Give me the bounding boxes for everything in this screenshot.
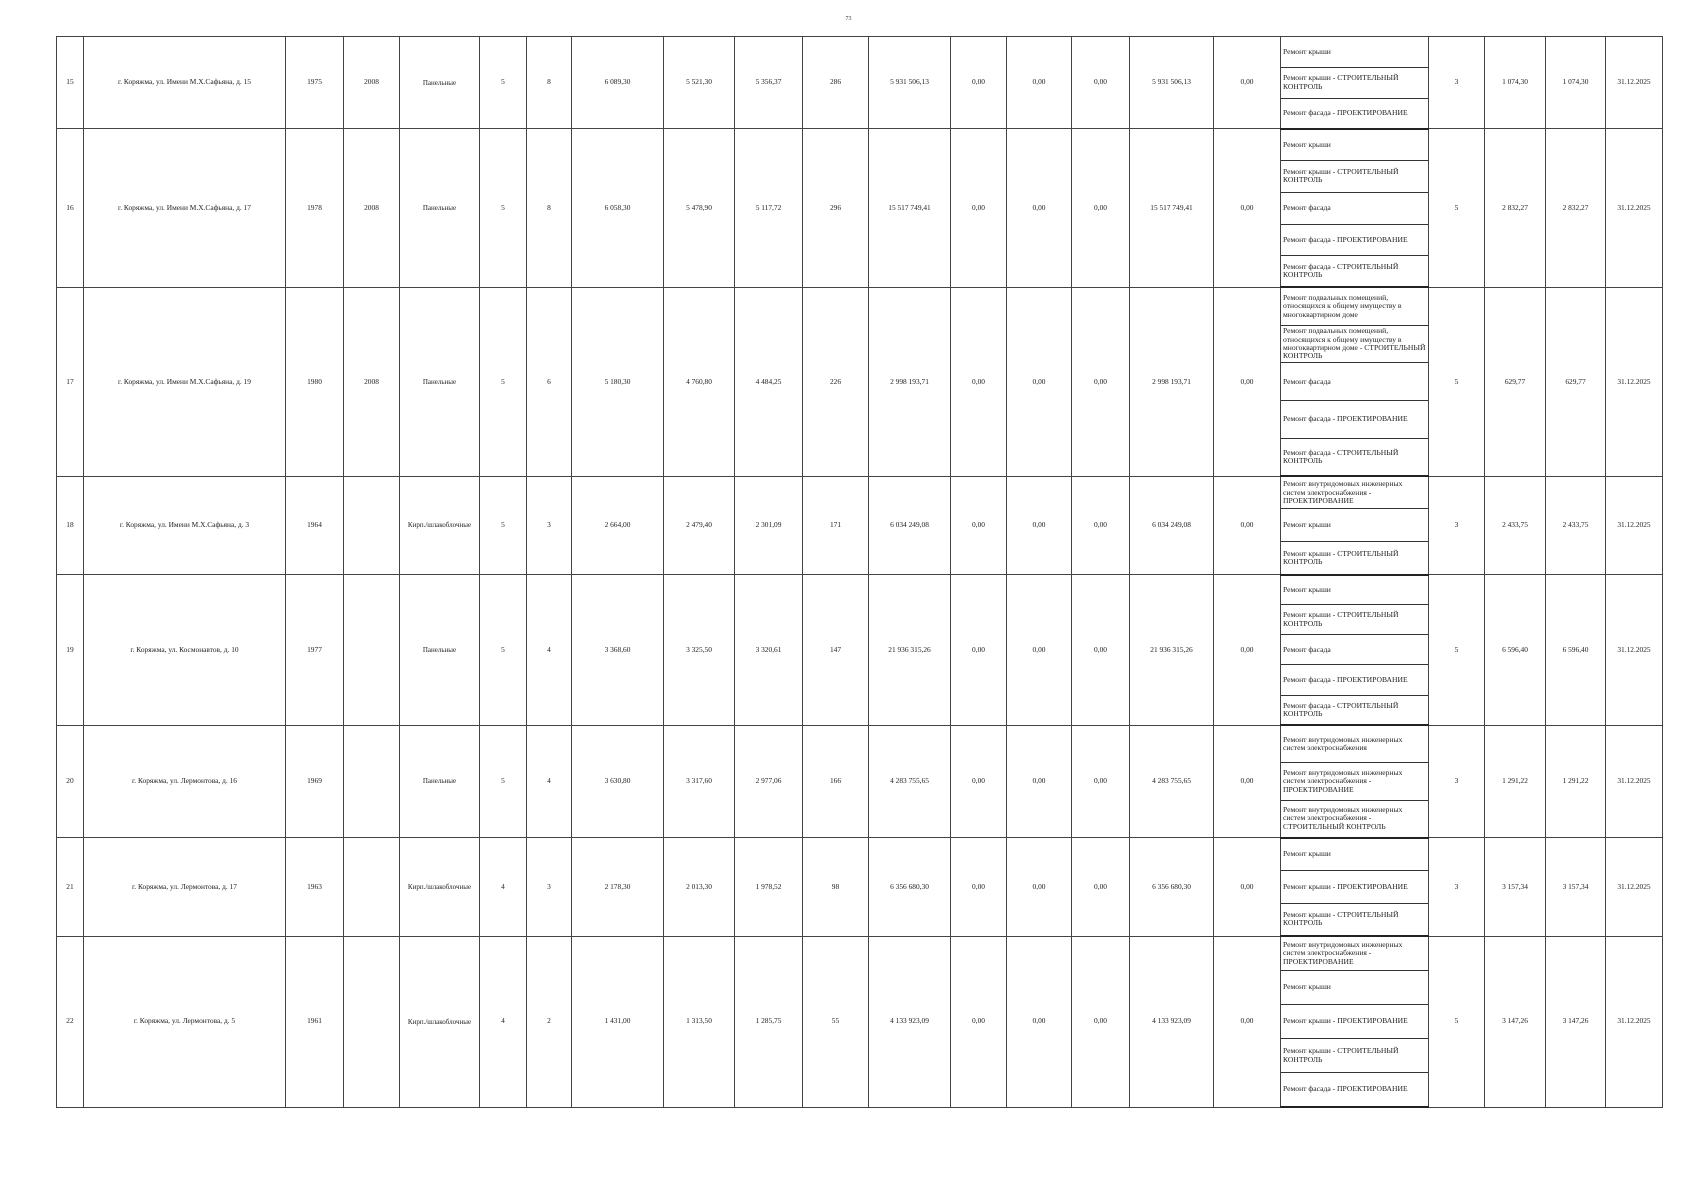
max-unit-cost-cell: 1 074,30 [1546,37,1606,129]
living-area-cell: 5 478,90 [664,129,735,288]
row-number: 21 [57,838,84,936]
address-cell: г. Коряжма, ул. Лермонтова, д. 17 [84,838,286,936]
year-renovation-cell [344,936,400,1107]
year-renovation-cell: 2008 [344,129,400,288]
address-cell: г. Коряжма, ул. Лермонтова, д. 5 [84,936,286,1107]
address-cell: г. Коряжма, ул. Лермонтова, д. 16 [84,725,286,837]
total-cost-cell: 6 356 680,30 [869,838,951,936]
owner-funds-cell: 2 998 193,71 [1130,287,1214,476]
row-number: 22 [57,936,84,1107]
year-renovation-cell [344,725,400,837]
owned-area-cell: 3 320,61 [735,575,803,726]
stage-cell: 5 [1429,936,1485,1107]
total-cost-cell: 4 133 923,09 [869,936,951,1107]
work-type-cell: Ремонт крыши [1281,575,1429,605]
other-funds-cell: 0,00 [1214,129,1281,288]
deadline-cell: 31.12.2025 [1606,575,1663,726]
work-type-cell: Ремонт подвальных помещений, относящихся к общему имуществу в многоквартирном доме [1281,287,1429,325]
work-type-cell: Ремонт крыши [1281,509,1429,542]
regional-funds-cell: 0,00 [1007,936,1072,1107]
row-number: 17 [57,287,84,476]
max-unit-cost-cell: 2 832,27 [1546,129,1606,288]
stage-cell: 3 [1429,476,1485,574]
wall-material-cell: Кирп./шлакоблочные [400,838,480,936]
work-type-cell: Ремонт внутридомовых инженерных систем электроснабжения - ПРОЕКТИРОВАНИЕ [1281,936,1429,970]
year-built-cell: 1969 [286,725,344,837]
table-row [57,725,1663,762]
work-type-cell: Ремонт крыши - СТРОИТЕЛЬНЫЙ КОНТРОЛЬ [1281,605,1429,635]
deadline-cell: 31.12.2025 [1606,476,1663,574]
stage-cell: 3 [1429,725,1485,837]
living-area-cell: 5 521,30 [664,37,735,129]
max-unit-cost-cell: 6 596,40 [1546,575,1606,726]
work-type-cell: Ремонт фасада [1281,363,1429,401]
unit-cost-cell: 629,77 [1485,287,1546,476]
work-type-cell: Ремонт фасада - ПРОЕКТИРОВАНИЕ [1281,401,1429,439]
wall-material-cell: Панельные [400,37,480,129]
work-type-cell: Ремонт крыши - ПРОЕКТИРОВАНИЕ [1281,1004,1429,1038]
owner-funds-cell: 6 034 249,08 [1130,476,1214,574]
municipal-funds-cell: 0,00 [1072,838,1130,936]
living-area-cell: 3 317,60 [664,725,735,837]
wall-material-cell: Панельные [400,575,480,726]
federal-funds-cell: 0,00 [951,725,1007,837]
work-type-cell: Ремонт крыши - СТРОИТЕЛЬНЫЙ КОНТРОЛЬ [1281,903,1429,936]
municipal-funds-cell: 0,00 [1072,287,1130,476]
federal-funds-cell: 0,00 [951,476,1007,574]
federal-funds-cell: 0,00 [951,129,1007,288]
owned-area-cell: 5 356,37 [735,37,803,129]
unit-cost-cell: 3 157,34 [1485,838,1546,936]
living-area-cell: 4 760,80 [664,287,735,476]
work-type-cell: Ремонт внутридомовых инженерных систем электроснабжения [1281,725,1429,762]
floors-cell: 5 [480,725,527,837]
entrances-cell: 6 [527,287,572,476]
residents-cell: 98 [803,838,869,936]
unit-cost-cell: 2 832,27 [1485,129,1546,288]
regional-funds-cell: 0,00 [1007,575,1072,726]
deadline-cell: 31.12.2025 [1606,287,1663,476]
other-funds-cell: 0,00 [1214,287,1281,476]
living-area-cell: 2 479,40 [664,476,735,574]
owned-area-cell: 1 285,75 [735,936,803,1107]
work-type-cell: Ремонт крыши - СТРОИТЕЛЬНЫЙ КОНТРОЛЬ [1281,1038,1429,1072]
work-type-cell: Ремонт крыши - СТРОИТЕЛЬНЫЙ КОНТРОЛЬ [1281,542,1429,575]
owned-area-cell: 5 117,72 [735,129,803,288]
address-cell: г. Коряжма, ул. Имени М.Х.Сафьяна, д. 3 [84,476,286,574]
total-cost-cell: 5 931 506,13 [869,37,951,129]
table-row [57,129,1663,161]
table-body [57,37,1663,1108]
federal-funds-cell: 0,00 [951,575,1007,726]
max-unit-cost-cell: 1 291,22 [1546,725,1606,837]
regional-funds-cell: 0,00 [1007,838,1072,936]
address-cell: г. Коряжма, ул. Имени М.Х.Сафьяна, д. 17 [84,129,286,288]
floors-cell: 4 [480,936,527,1107]
total-area-cell: 6 058,30 [572,129,664,288]
stage-cell: 5 [1429,129,1485,288]
max-unit-cost-cell: 3 147,26 [1546,936,1606,1107]
stage-cell: 5 [1429,575,1485,726]
row-number: 19 [57,575,84,726]
total-cost-cell: 15 517 749,41 [869,129,951,288]
residents-cell: 286 [803,37,869,129]
table-row [57,936,1663,970]
federal-funds-cell: 0,00 [951,838,1007,936]
living-area-cell: 1 313,50 [664,936,735,1107]
owned-area-cell: 2 977,06 [735,725,803,837]
entrances-cell: 2 [527,936,572,1107]
wall-material-cell: Панельные [400,725,480,837]
municipal-funds-cell: 0,00 [1072,936,1130,1107]
municipal-funds-cell: 0,00 [1072,129,1130,288]
work-type-cell: Ремонт внутридомовых инженерных систем электроснабжения - ПРОЕКТИРОВАНИЕ [1281,476,1429,509]
federal-funds-cell: 0,00 [951,936,1007,1107]
other-funds-cell: 0,00 [1214,37,1281,129]
other-funds-cell: 0,00 [1214,725,1281,837]
other-funds-cell: 0,00 [1214,936,1281,1107]
owner-funds-cell: 4 133 923,09 [1130,936,1214,1107]
year-renovation-cell [344,575,400,726]
row-number: 18 [57,476,84,574]
work-type-cell: Ремонт подвальных помещений, относящихся к общему имуществу в многоквартирном доме - СТРОИТЕЛЬНЫЙ КОНТРОЛЬ [1281,325,1429,363]
max-unit-cost-cell: 629,77 [1546,287,1606,476]
municipal-funds-cell: 0,00 [1072,725,1130,837]
owner-funds-cell: 6 356 680,30 [1130,838,1214,936]
total-cost-cell: 4 283 755,65 [869,725,951,837]
stage-cell: 3 [1429,37,1485,129]
owned-area-cell: 2 301,09 [735,476,803,574]
stage-cell: 5 [1429,287,1485,476]
table-row [57,838,1663,871]
owner-funds-cell: 15 517 749,41 [1130,129,1214,288]
entrances-cell: 8 [527,37,572,129]
total-area-cell: 6 089,30 [572,37,664,129]
year-renovation-cell [344,476,400,574]
work-type-cell: Ремонт крыши [1281,129,1429,161]
regional-funds-cell: 0,00 [1007,725,1072,837]
regional-funds-cell: 0,00 [1007,129,1072,288]
unit-cost-cell: 6 596,40 [1485,575,1546,726]
owned-area-cell: 4 484,25 [735,287,803,476]
address-cell: г. Коряжма, ул. Имени М.Х.Сафьяна, д. 19 [84,287,286,476]
work-type-cell: Ремонт фасада - ПРОЕКТИРОВАНИЕ [1281,224,1429,256]
work-type-cell: Ремонт фасада - СТРОИТЕЛЬНЫЙ КОНТРОЛЬ [1281,256,1429,288]
floors-cell: 5 [480,287,527,476]
owned-area-cell: 1 978,52 [735,838,803,936]
municipal-funds-cell: 0,00 [1072,575,1130,726]
table-row [57,575,1663,605]
work-type-cell: Ремонт фасада - ПРОЕКТИРОВАНИЕ [1281,98,1429,129]
wall-material-cell: Панельные [400,129,480,288]
year-built-cell: 1978 [286,129,344,288]
row-number: 20 [57,725,84,837]
federal-funds-cell: 0,00 [951,287,1007,476]
work-type-cell: Ремонт крыши [1281,37,1429,68]
year-built-cell: 1961 [286,936,344,1107]
total-area-cell: 2 178,30 [572,838,664,936]
total-area-cell: 2 664,00 [572,476,664,574]
residents-cell: 226 [803,287,869,476]
deadline-cell: 31.12.2025 [1606,129,1663,288]
other-funds-cell: 0,00 [1214,575,1281,726]
floors-cell: 5 [480,476,527,574]
owner-funds-cell: 4 283 755,65 [1130,725,1214,837]
table-row [57,287,1663,325]
repair-program-table [56,36,1663,1108]
federal-funds-cell: 0,00 [951,37,1007,129]
regional-funds-cell: 0,00 [1007,287,1072,476]
year-built-cell: 1980 [286,287,344,476]
total-area-cell: 3 368,60 [572,575,664,726]
deadline-cell: 31.12.2025 [1606,37,1663,129]
unit-cost-cell: 3 147,26 [1485,936,1546,1107]
work-type-cell: Ремонт фасада - ПРОЕКТИРОВАНИЕ [1281,1073,1429,1107]
residents-cell: 296 [803,129,869,288]
living-area-cell: 2 013,30 [664,838,735,936]
year-renovation-cell: 2008 [344,287,400,476]
other-funds-cell: 0,00 [1214,838,1281,936]
deadline-cell: 31.12.2025 [1606,936,1663,1107]
year-built-cell: 1963 [286,838,344,936]
living-area-cell: 3 325,50 [664,575,735,726]
owner-funds-cell: 5 931 506,13 [1130,37,1214,129]
work-type-cell: Ремонт крыши - ПРОЕКТИРОВАНИЕ [1281,870,1429,903]
floors-cell: 5 [480,575,527,726]
floors-cell: 5 [480,37,527,129]
address-cell: г. Коряжма, ул. Космонавтов, д. 10 [84,575,286,726]
row-number: 16 [57,129,84,288]
unit-cost-cell: 1 074,30 [1485,37,1546,129]
entrances-cell: 4 [527,575,572,726]
stage-cell: 3 [1429,838,1485,936]
entrances-cell: 4 [527,725,572,837]
unit-cost-cell: 2 433,75 [1485,476,1546,574]
municipal-funds-cell: 0,00 [1072,37,1130,129]
year-built-cell: 1975 [286,37,344,129]
wall-material-cell: Кирп./шлакоблочные [400,476,480,574]
other-funds-cell: 0,00 [1214,476,1281,574]
year-built-cell: 1964 [286,476,344,574]
table-row [57,37,1663,68]
floors-cell: 4 [480,838,527,936]
wall-material-cell: Панельные [400,287,480,476]
work-type-cell: Ремонт фасада - СТРОИТЕЛЬНЫЙ КОНТРОЛЬ [1281,438,1429,476]
work-type-cell: Ремонт внутридомовых инженерных систем электроснабжения - СТРОИТЕЛЬНЫЙ КОНТРОЛЬ [1281,800,1429,837]
max-unit-cost-cell: 3 157,34 [1546,838,1606,936]
work-type-cell: Ремонт фасада [1281,192,1429,224]
floors-cell: 5 [480,129,527,288]
entrances-cell: 3 [527,476,572,574]
wall-material-cell: Кирп./шлакоблочные [400,936,480,1107]
residents-cell: 166 [803,725,869,837]
max-unit-cost-cell: 2 433,75 [1546,476,1606,574]
owner-funds-cell: 21 936 315,26 [1130,575,1214,726]
deadline-cell: 31.12.2025 [1606,725,1663,837]
year-built-cell: 1977 [286,575,344,726]
total-cost-cell: 6 034 249,08 [869,476,951,574]
deadline-cell: 31.12.2025 [1606,838,1663,936]
total-area-cell: 5 180,30 [572,287,664,476]
work-type-cell: Ремонт фасада [1281,635,1429,665]
page-number: 73 [845,16,852,22]
total-area-cell: 1 431,00 [572,936,664,1107]
total-cost-cell: 2 998 193,71 [869,287,951,476]
total-cost-cell: 21 936 315,26 [869,575,951,726]
entrances-cell: 3 [527,838,572,936]
entrances-cell: 8 [527,129,572,288]
residents-cell: 171 [803,476,869,574]
work-type-cell: Ремонт фасада - СТРОИТЕЛЬНЫЙ КОНТРОЛЬ [1281,695,1429,725]
municipal-funds-cell: 0,00 [1072,476,1130,574]
year-renovation-cell: 2008 [344,37,400,129]
year-renovation-cell [344,838,400,936]
work-type-cell: Ремонт фасада - ПРОЕКТИРОВАНИЕ [1281,665,1429,695]
row-number: 15 [57,37,84,129]
total-area-cell: 3 630,80 [572,725,664,837]
work-type-cell: Ремонт внутридомовых инженерных систем электроснабжения - ПРОЕКТИРОВАНИЕ [1281,763,1429,800]
work-type-cell: Ремонт крыши [1281,970,1429,1004]
unit-cost-cell: 1 291,22 [1485,725,1546,837]
work-type-cell: Ремонт крыши - СТРОИТЕЛЬНЫЙ КОНТРОЛЬ [1281,67,1429,98]
work-type-cell: Ремонт крыши - СТРОИТЕЛЬНЫЙ КОНТРОЛЬ [1281,161,1429,193]
regional-funds-cell: 0,00 [1007,476,1072,574]
regional-funds-cell: 0,00 [1007,37,1072,129]
table-row [57,476,1663,509]
address-cell: г. Коряжма, ул. Имени М.Х.Сафьяна, д. 15 [84,37,286,129]
work-type-cell: Ремонт крыши [1281,838,1429,871]
residents-cell: 55 [803,936,869,1107]
residents-cell: 147 [803,575,869,726]
